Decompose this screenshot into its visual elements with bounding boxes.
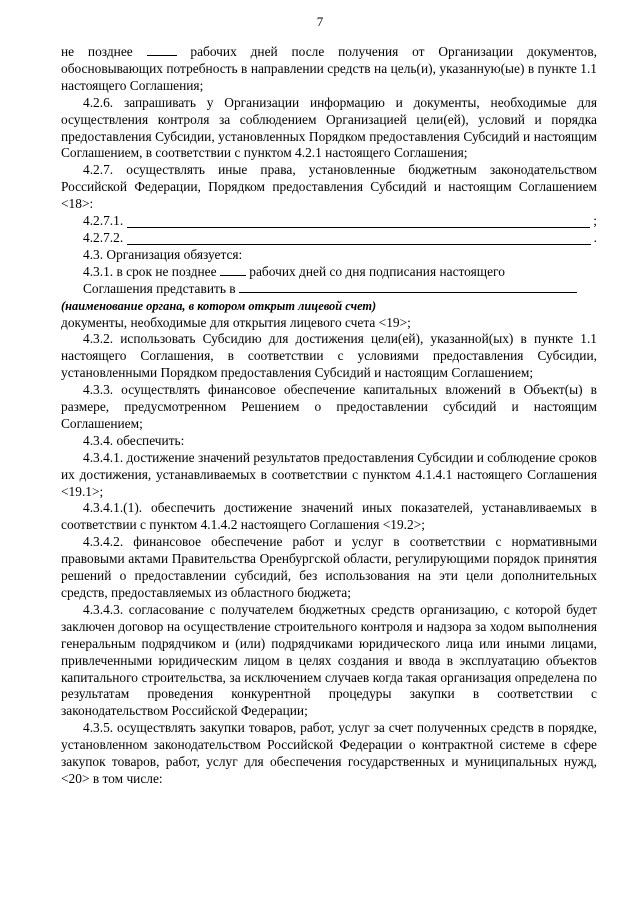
item-4-2-7-1 bbox=[83, 213, 597, 230]
paragraph-4-3-4: 4.3.4. обеспечить: bbox=[83, 432, 185, 448]
p431-rest: рабочих дней со дня подписания настоящего bbox=[249, 263, 505, 279]
paragraph-4-3-3: 4.3.3. осуществлять финансовое обеспечение капитальных вложений в Объект(ы) в размере, предусмотренном Решением о предоставлении субсидий и настоящим Соглашением; bbox=[61, 382, 597, 431]
item-4-2-7-2-end: . bbox=[593, 229, 597, 245]
paragraph-4-2-7: 4.2.7. осуществлять иные права, установленные бюджетным законодательством Российской Федерации, Порядком предоставления Субсидий и настоящим Соглашением <18>: bbox=[61, 162, 597, 212]
paragraph-4-2-6: 4.2.6. запрашивать у Организации информацию и документы, необходимые для осуществления контроля за соблюдением Организацией цели(ей), условий и порядка предоставления Субсидии, установленных Порядком предоставления Субсидий и настоящим Соглашением, в соответствии с пунктом 4.2.1 настоящего Соглашения; bbox=[61, 94, 597, 161]
deadline-prefix: не позднее bbox=[61, 44, 133, 59]
org-name-note: (наименование органа, в котором открыт лицевой счет) bbox=[61, 298, 377, 313]
deadline-rest: рабочих дней после получения от Организации документов, обосновывающих потребность в направлении средств на цель(и), указанную(ые) в пункте 1.1 настоящего Соглашения; bbox=[61, 44, 597, 93]
paragraph-4-3-1 bbox=[61, 264, 597, 281]
paragraph-4-3-4-2: 4.3.4.2. финансовое обеспечение работ и услуг в соответствии с нормативными правовыми актами Правительства Оренбургской области, регулирующими порядок принятия решений о предоставлении субсидий, без использования на эти цели дополнительных средств, предоставляемых из областного бюджета; bbox=[61, 534, 597, 600]
item-4-2-7-2-blank bbox=[127, 232, 590, 245]
paragraph-4-3-2: 4.3.2. использовать Субсидию для достижения цели(ей), указанной(ых) в пункте 1.1 настоящего Соглашения, в соответствии с условиями предоставления Субсидии, установленными Порядком предоставления Субсидий и настоящим Соглашением; bbox=[61, 331, 597, 381]
paragraph-4-3-5: 4.3.5. осуществлять закупки товаров, работ, услуг за счет полученных средств в порядке, установленном законодательством Российской Федерации о контрактной системе в сфере закупок товаров, работ, услуг для обеспечения государственных и муниципальных нужд, <20> в том числе: bbox=[61, 720, 597, 786]
days-blank-2 bbox=[220, 264, 246, 276]
paragraph-4-3-4-1: 4.3.4.1. достижение значений результатов предоставления Субсидии и соблюдение сроков их достижения, устанавливаемых в соответствии с пунктом 4.1.4.1 настоящего Соглашения <19.1>; bbox=[61, 449, 597, 499]
item-4-2-7-2-label: 4.2.7.2. bbox=[83, 229, 124, 245]
org-name-blank-2 bbox=[387, 281, 577, 293]
item-4-2-7-2 bbox=[83, 230, 597, 247]
item-4-2-7-1-label: 4.2.7.1. bbox=[83, 213, 124, 229]
document-body bbox=[61, 44, 597, 788]
paragraph-docs: документы, необходимые для открытия лицевого счета <19>; bbox=[61, 314, 411, 330]
p431-submit: Соглашения представить в bbox=[83, 280, 236, 296]
paragraph-deadline bbox=[61, 44, 597, 95]
item-4-2-7-1-end: ; bbox=[593, 213, 597, 229]
days-blank-1 bbox=[147, 44, 177, 56]
p431-prefix: 4.3.1. в срок не позднее bbox=[83, 263, 217, 279]
paragraph-4-3-1-cont bbox=[61, 281, 597, 298]
paragraph-4-3-4-3: 4.3.4.3. согласование с получателем бюджетных средств организацию, с которой будет заключен договор на осуществление строительного контроля и надзора за ходом выполнения генеральным подрядчиком и (или) подрядчиками юридического лица или иными лицами, привлеченными юридическим лицом в целях создания и ввода в эксплуатацию объектов капитального строительства, за исключением случаев когда такая организация определена по результатам проведения конкурентной процедуры закупки в соответствии с законодательством Российской Федерации; bbox=[61, 601, 597, 719]
item-4-2-7-1-blank bbox=[127, 215, 590, 228]
paragraph-4-3: 4.3. Организация обязуется: bbox=[83, 246, 243, 262]
page-number: 7 bbox=[316, 14, 324, 29]
org-name-blank-1 bbox=[239, 281, 387, 293]
paragraph-4-3-4-1-1: 4.3.4.1.(1). обеспечить достижение значений иных показателей, устанавливаемых в соответствии с пунктом 4.1.4.2 настоящего Соглашения <19.2>; bbox=[61, 500, 597, 533]
